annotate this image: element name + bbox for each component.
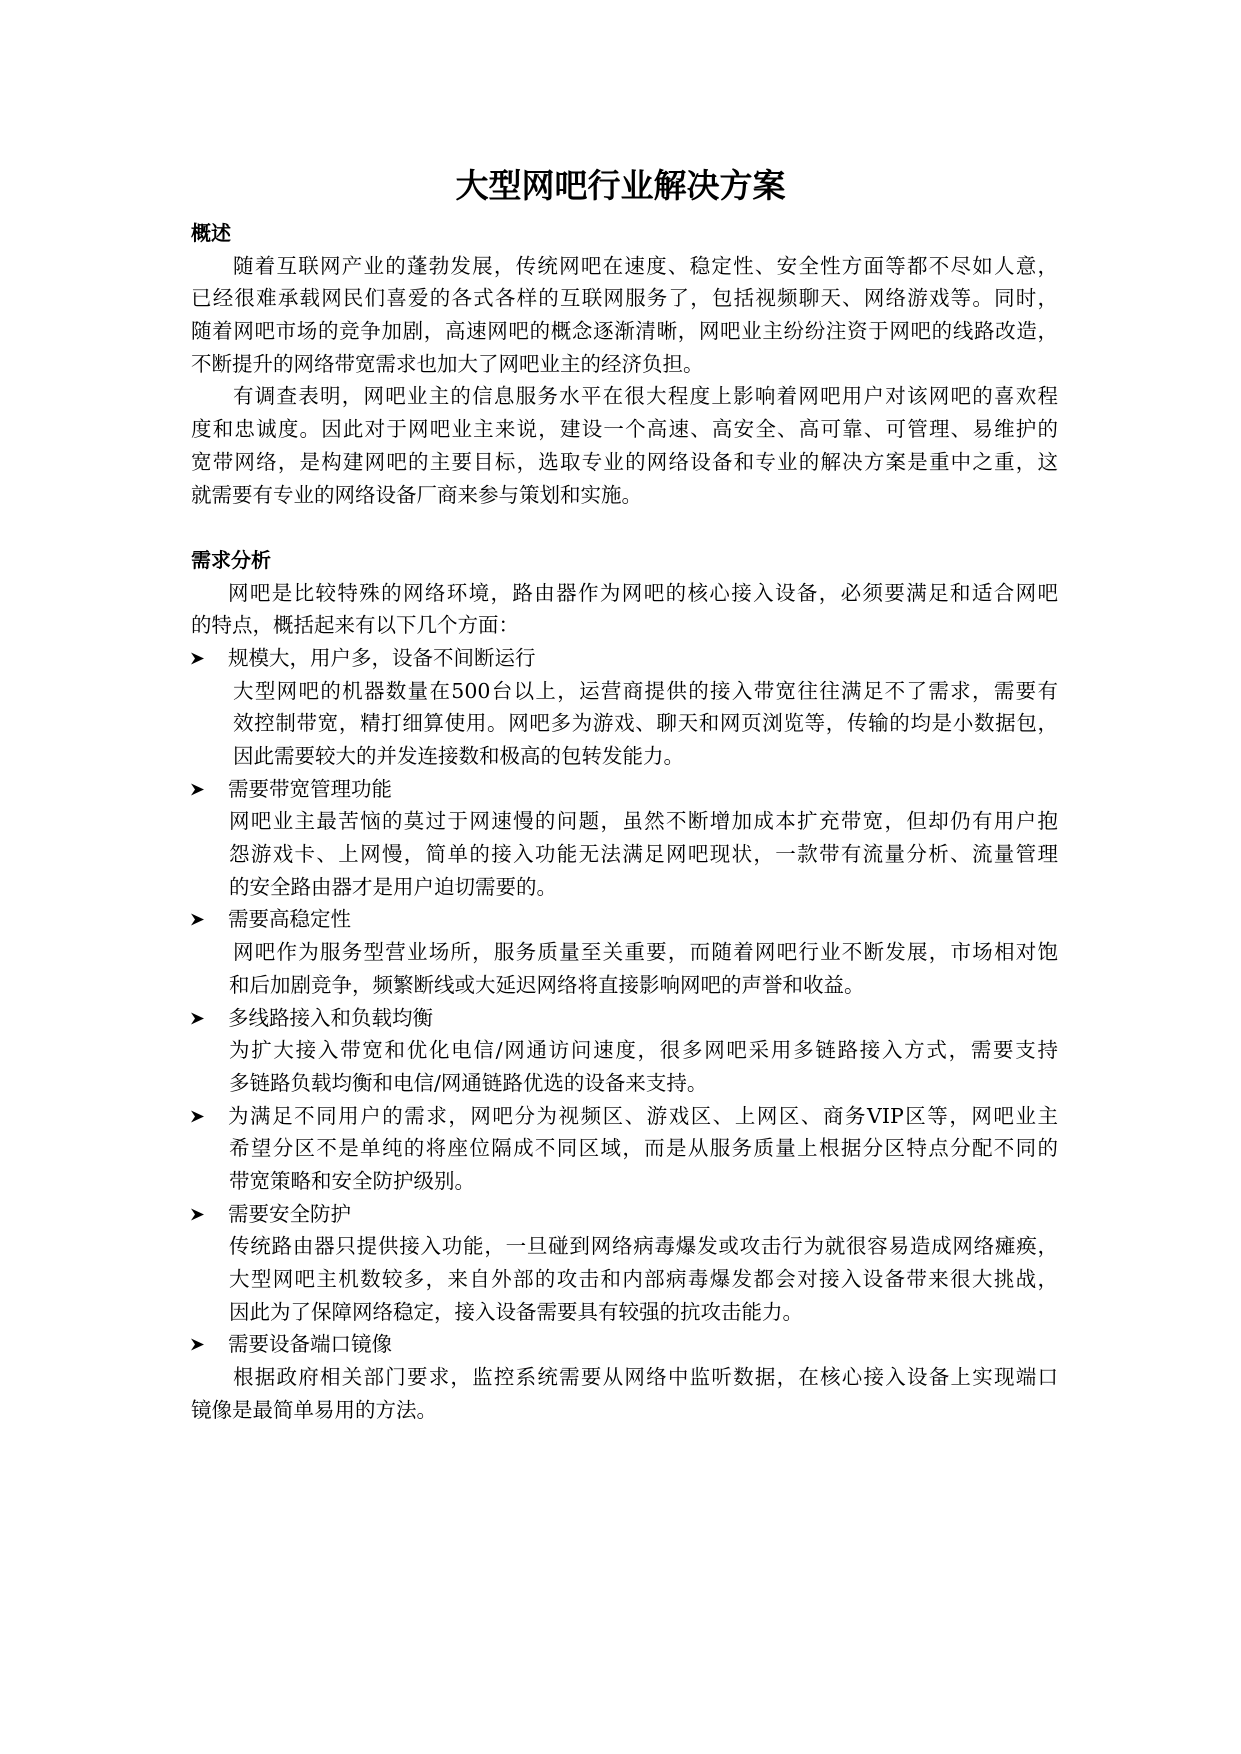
list-item-label-line [191,903,1058,936]
blank-line [191,511,1058,544]
list-item-text-line: 多链路负载均衡和电信/网通链路优选的设备来支持。 [229,1070,708,1095]
list-item [191,1100,1058,1198]
list-item-text-line: 为扩大接入带宽和优化电信/网通访问速度，很多网吧采用多链路接入方式，需要支持 [229,1038,1058,1063]
list-item-text-line: 因此为了保障网络稳定，接入设备需要具有较强的抗攻击能力。 [229,1299,803,1324]
list-item-text-line: 镜像是最简单易用的方法。 [191,1397,437,1422]
list-item-label: 需要安全防护 [228,1201,351,1226]
list-item-text-line: 希望分区不是单纯的将座位隔成不同区域，而是从服务质量上根据分区特点分配不同的 [229,1136,1058,1161]
list-item-label-line [191,1198,1058,1231]
arrow-bullet-icon [191,652,204,665]
list-item-label: 规模大，用户多，设备不间断运行 [228,645,536,670]
list-item-text-line: 传统路由器只提供接入功能，一旦碰到网络病毒爆发或攻击行为就很容易造成网络瘫痪， [229,1234,1058,1259]
overview-paragraph-2 [191,380,1058,511]
list-item [191,1002,1058,1100]
document-title: 大型网吧行业解决方案 [455,166,786,205]
list-item-text-line: 怨游戏卡、上网慢，简单的接入功能无法满足网吧现状，一款带有流量分析、流量管理 [229,842,1058,867]
list-item-label-line [191,773,1058,806]
list-item-text-line: 网吧业主最苦恼的莫过于网速慢的问题，虽然不断增加成本扩充带宽，但却仍有用户抱 [229,809,1058,834]
list-item-text-line: 因此需要较大的并发连接数和极高的包转发能力。 [233,744,684,768]
paragraph-line: 有调查表明，网吧业主的信息服务水平在很大程度上影响着网吧用户对该网吧的喜欢程 [233,384,1058,409]
overview-paragraph-1 [191,250,1058,381]
arrow-bullet-icon [191,1110,204,1123]
list-item-label: 为满足不同用户的需求，网吧分为视频区、游戏区、上网区、商务VIP区等，网吧业主 [228,1103,1058,1128]
list-item-text-line: 的安全路由器才是用户迫切需要的。 [229,874,557,899]
list-item-label-line [191,642,1058,675]
paragraph-line: 网吧是比较特殊的网络环境，路由器作为网吧的核心接入设备，必须要满足和适合网吧 [228,580,1058,605]
section-heading-overview: 概述 [191,221,231,245]
list-item-label-line [191,1100,1058,1133]
list-item-label: 多线路接入和负载均衡 [228,1005,433,1030]
arrow-bullet-icon [191,1338,204,1351]
arrow-bullet-icon [191,913,204,926]
arrow-bullet-icon [191,1012,204,1025]
requirements-intro [191,577,1058,642]
list-item-label: 需要设备端口镜像 [228,1332,392,1357]
list-item [191,903,1058,1001]
paragraph-line: 不断提升的网络带宽需求也加大了网吧业主的经济负担。 [191,351,704,376]
list-item-text-line: 根据政府相关部门要求，监控系统需要从网络中监听数据，在核心接入设备上实现端口 [233,1365,1058,1390]
arrow-bullet-icon [191,1208,204,1221]
list-item-label-line [191,1328,1058,1361]
list-item-text-line: 网吧作为服务型营业场所，服务质量至关重要，而随着网吧行业不断发展，市场相对饱 [233,940,1058,965]
paragraph-line: 随着网吧市场的竞争加剧，高速网吧的概念逐渐清晰，网吧业主纷纷注资于网吧的线路改造， [191,319,1058,344]
list-item [191,1198,1058,1329]
list-item-text-line: 大型网吧的机器数量在500台以上，运营商提供的接入带宽往往满足不了需求，需要有 [233,678,1058,703]
list-item-text-line: 和后加剧竞争，频繁断线或大延迟网络将直接影响网吧的声誉和收益。 [229,972,865,997]
list-item-text-line: 效控制带宽，精打细算使用。网吧多为游戏、聊天和网页浏览等，传输的均是小数据包， [233,711,1058,736]
paragraph-line: 度和忠诚度。因此对于网吧业主来说，建设一个高速、高安全、高可靠、可管理、易维护的 [191,417,1058,442]
paragraph-line: 就需要有专业的网络设备厂商来参与策划和实施。 [191,482,642,507]
paragraph-line: 随着互联网产业的蓬勃发展，传统网吧在速度、稳定性、安全性方面等都不尽如人意， [233,253,1058,278]
list-item [191,642,1058,773]
list-item [191,773,1058,904]
paragraph-line: 宽带网络，是构建网吧的主要目标，选取专业的网络设备和专业的解决方案是重中之重，这 [191,449,1058,474]
list-item-label-line [191,1002,1058,1035]
list-item-text-line: 大型网吧主机数较多，来自外部的攻击和内部病毒爆发都会对接入设备带来很大挑战， [229,1267,1058,1291]
list-item-label: 需要带宽管理功能 [228,776,392,801]
section-heading-requirements: 需求分析 [191,547,271,572]
paragraph-line: 已经很难承载网民们喜爱的各式各样的互联网服务了，包括视频聊天、网络游戏等。同时， [191,286,1058,311]
list-item-text-line: 带宽策略和安全防护级别。 [229,1168,475,1193]
document-body [191,217,1058,1426]
list-item [191,1328,1058,1426]
paragraph-line: 的特点，概括起来有以下几个方面： [191,613,519,638]
list-item-label: 需要高稳定性 [228,907,351,932]
arrow-bullet-icon [191,783,204,796]
